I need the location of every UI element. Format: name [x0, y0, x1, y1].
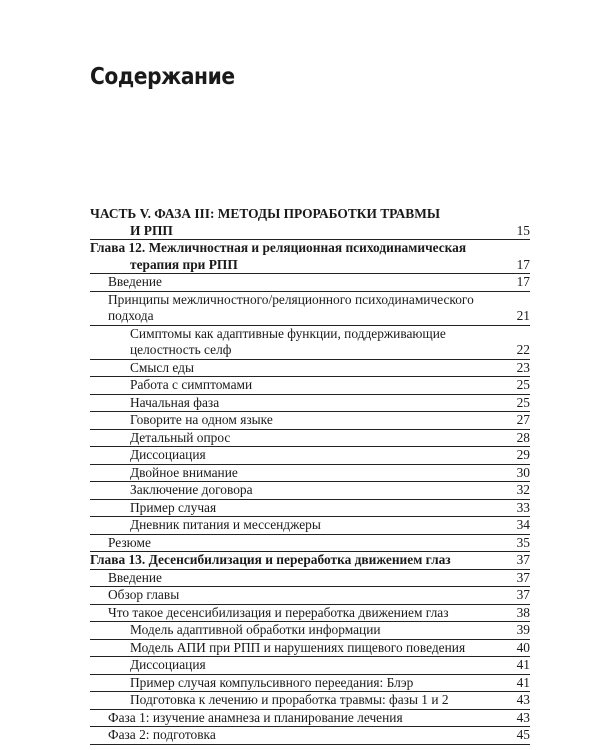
toc-page-number: 33 [516, 499, 530, 515]
toc-item [90, 430, 530, 448]
toc-entry-line: Дневник питания и мессенджеры [130, 517, 321, 532]
toc-page-number: 37 [516, 587, 530, 602]
toc-page-number: 25 [516, 394, 530, 410]
toc-page-number: 28 [516, 429, 530, 445]
toc-chapter [90, 240, 530, 274]
toc-part [90, 206, 530, 240]
toc-entry-title [90, 377, 508, 394]
toc-page-number: 17 [516, 256, 530, 272]
toc-page-number: 37 [516, 552, 530, 567]
toc-entry-title [90, 395, 508, 412]
toc-item [90, 360, 530, 378]
toc-item [90, 570, 530, 588]
toc-entry-title [90, 727, 508, 744]
toc-entry-title [90, 605, 508, 622]
toc-item [90, 326, 530, 360]
toc-entry-line: Введение [108, 274, 162, 289]
toc-page-number: 41 [516, 657, 530, 672]
toc-item [90, 412, 530, 430]
toc-entry-line: ЧАСТЬ V. ФАЗА III: МЕТОДЫ ПРОРАБОТКИ ТРАВМЫ [90, 206, 441, 221]
toc-entry-line: Введение [108, 569, 162, 585]
toc-entry-line: Симптомы как адаптивные функции, поддерживающие [130, 325, 446, 341]
toc-page-number: 40 [516, 639, 530, 655]
toc-item [90, 692, 530, 710]
toc-entry-title [90, 206, 508, 239]
toc-chapter [90, 552, 530, 570]
toc-entry-line: Пример случая [130, 499, 217, 515]
toc-entry-line: Фаза 2: подготовка [108, 727, 216, 742]
toc-entry-title [90, 430, 508, 447]
toc-entry-line-continued: терапия при РПП [130, 256, 238, 272]
toc-entry-line: Двойное внимание [130, 464, 238, 480]
toc-entry-line: Что такое десенсибилизация и переработка движением глаз [108, 604, 449, 620]
toc-page-number: 29 [516, 447, 530, 462]
toc-entry-title [90, 274, 508, 291]
toc-entry-title [90, 465, 508, 482]
toc-item [90, 727, 530, 745]
toc-item [90, 640, 530, 658]
table-of-contents [90, 206, 530, 745]
toc-entry-line: Принципы межличностного/реляционного психодинамического [108, 291, 474, 307]
toc-entry-line: Модель АПИ при РПП и нарушениях пищевого поведения [130, 639, 466, 655]
toc-page-number: 38 [516, 604, 530, 620]
toc-page-number: 34 [516, 517, 530, 532]
toc-entry-title [90, 570, 508, 587]
toc-entry-line: Смысл еды [130, 359, 194, 375]
toc-page-number: 30 [516, 464, 530, 480]
toc-entry-title [90, 622, 508, 639]
toc-page-number: 23 [516, 359, 530, 375]
toc-entry-title [90, 482, 508, 499]
toc-entry-title [90, 412, 508, 429]
toc-item [90, 622, 530, 640]
toc-item [90, 274, 530, 292]
toc-entry-line: Пример случая компульсивного переедания: Блэр [130, 674, 414, 690]
toc-entry-line: Диссоциация [130, 657, 206, 672]
toc-item [90, 657, 530, 675]
toc-entry-line-continued: И РПП [130, 222, 173, 238]
toc-entry-line: Фаза 1: изучение анамнеза и планирование лечения [108, 709, 403, 725]
toc-entry-title [90, 240, 508, 273]
toc-entry-title [90, 292, 508, 325]
toc-entry-title [90, 517, 508, 534]
toc-entry-line: Подготовка к лечению и проработка травмы: фазы 1 и 2 [130, 692, 449, 707]
toc-page-number: 37 [516, 569, 530, 585]
toc-entry-title [90, 640, 508, 657]
toc-entry-title [90, 552, 508, 569]
toc-item [90, 517, 530, 535]
toc-page-number: 35 [516, 534, 530, 550]
toc-entry-line: Модель адаптивной обработки информации [130, 622, 381, 637]
toc-entry-title [90, 326, 508, 359]
toc-item [90, 710, 530, 728]
toc-entry-title [90, 587, 508, 604]
toc-entry-title [90, 447, 508, 464]
toc-item [90, 482, 530, 500]
toc-item [90, 675, 530, 693]
toc-entry-line: Начальная фаза [130, 394, 220, 410]
toc-item [90, 605, 530, 623]
toc-page-number: 43 [516, 709, 530, 725]
toc-entry-title [90, 692, 508, 709]
toc-entry-line: Резюме [108, 534, 151, 550]
toc-item [90, 465, 530, 483]
toc-entry-line: Говорите на одном языке [130, 412, 273, 427]
toc-page-number: 22 [516, 342, 530, 357]
toc-entry-title [90, 657, 508, 674]
toc-entry-line-continued: целостность селф [130, 342, 232, 357]
toc-entry-title [90, 710, 508, 727]
toc-page-number: 15 [516, 222, 530, 238]
toc-item [90, 587, 530, 605]
toc-entry-line-continued: подхода [108, 308, 154, 323]
toc-page-number: 17 [516, 274, 530, 289]
toc-entry-line: Диссоциация [130, 447, 206, 462]
toc-item [90, 395, 530, 413]
toc-page-number: 27 [516, 412, 530, 427]
toc-entry-title [90, 500, 508, 517]
toc-entry-line: Работа с симптомами [130, 377, 253, 392]
toc-item [90, 377, 530, 395]
toc-page-number: 32 [516, 482, 530, 497]
toc-item [90, 500, 530, 518]
toc-item [90, 447, 530, 465]
toc-page-number: 25 [516, 377, 530, 392]
toc-entry-title [90, 535, 508, 552]
toc-entry-line: Обзор главы [108, 587, 180, 602]
toc-entry-title [90, 675, 508, 692]
toc-page-number: 45 [516, 727, 530, 742]
toc-entry-line: Детальный опрос [130, 429, 231, 445]
toc-page-number: 39 [516, 622, 530, 637]
page-title: Содержание [90, 64, 235, 90]
toc-page-number: 43 [516, 692, 530, 707]
toc-entry-line: Глава 12. Межличностная и реляционная психодинамическая [90, 240, 467, 255]
toc-item [90, 292, 530, 326]
toc-entry-line: Глава 13. Десенсибилизация и переработка движением глаз [90, 552, 451, 567]
toc-entry-line: Заключение договора [130, 482, 253, 497]
toc-page-number: 41 [516, 674, 530, 690]
toc-page-number: 21 [516, 308, 530, 323]
toc-item [90, 535, 530, 553]
toc-entry-title [90, 360, 508, 377]
